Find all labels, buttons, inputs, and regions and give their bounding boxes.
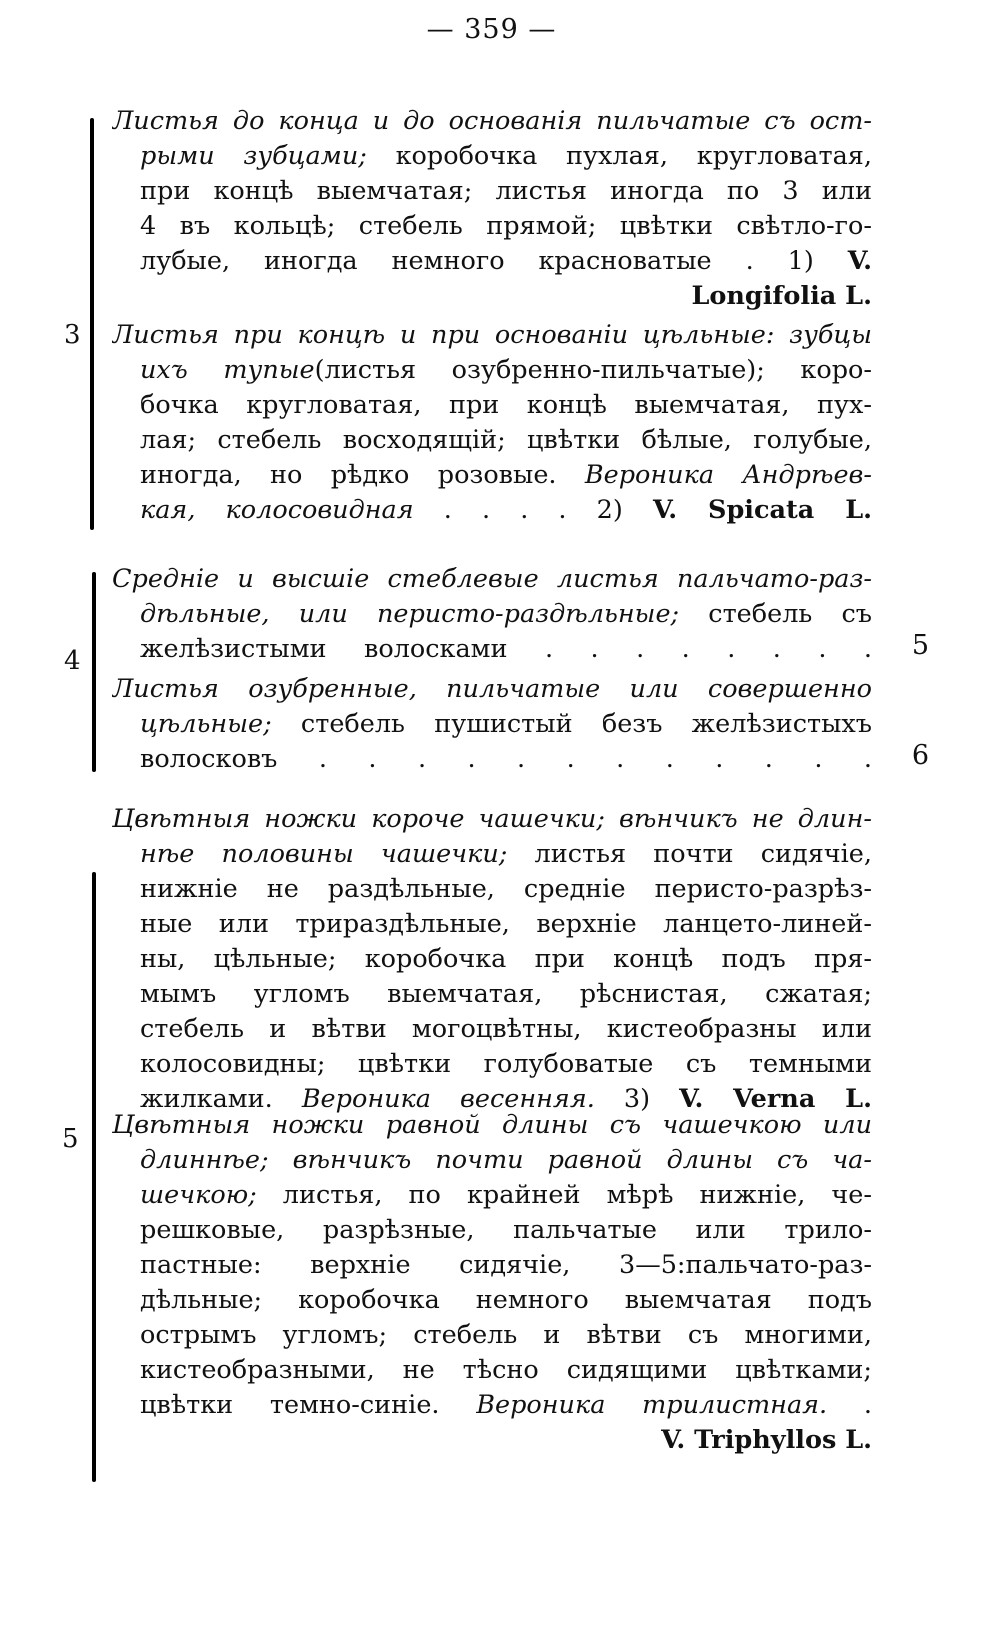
italic-text: Цвѣтныя ножки равной длины съ чашечкою или bbox=[112, 1110, 872, 1140]
italic-text: Вероника Андрѣев- bbox=[584, 460, 872, 490]
italic-text: кая, колосовидная bbox=[140, 495, 414, 525]
entry-line bbox=[140, 1388, 872, 1423]
italic-text: нѣе половины чашечки; bbox=[140, 839, 508, 869]
line-text: 3) bbox=[594, 1084, 680, 1114]
italic-text: Листья до конца и до основанія пильчатые съ ост- bbox=[112, 106, 872, 136]
italic-text: шечкою; bbox=[140, 1180, 257, 1210]
brace-couplet-3 bbox=[90, 118, 94, 530]
couplet-number: 3 bbox=[64, 320, 81, 350]
key-entry bbox=[112, 672, 872, 777]
italic-text: длиннѣе; вѣнчикъ почти равной длины съ ча- bbox=[140, 1145, 872, 1175]
line-text: дѣльные; коробочка немного выемчатая подъ bbox=[140, 1285, 872, 1315]
line-text: бочка кругловатая, при концѣ выемчатая, пух- bbox=[140, 390, 872, 420]
entry-line bbox=[140, 1353, 872, 1388]
line-text: стебель и вѣтви могоцвѣтны, кистеобразны или bbox=[140, 1014, 872, 1044]
entry-line bbox=[140, 597, 872, 632]
line-text: нижніе не раздѣльные, средніе перисто-разрѣз- bbox=[140, 874, 872, 904]
line-text: стебель пушистый безъ желѣзистыхъ bbox=[271, 709, 872, 739]
line-text: . bbox=[827, 1390, 872, 1420]
entry-line bbox=[112, 1423, 872, 1458]
entry-line bbox=[140, 458, 872, 493]
entry-line bbox=[140, 1318, 872, 1353]
line-text: иногда, но рѣдко розовые. bbox=[140, 460, 585, 490]
entry-line bbox=[140, 1012, 872, 1047]
species-name: V. Spicata L. bbox=[652, 495, 872, 525]
line-text: листья почти сидячіе, bbox=[507, 839, 872, 869]
key-entry bbox=[112, 318, 872, 528]
page-number: — 359 — bbox=[426, 14, 557, 45]
italic-text: Цвѣтныя ножки короче чашечки; вѣнчикъ не длин- bbox=[112, 804, 872, 834]
entry-line bbox=[140, 742, 872, 777]
line-text: мымъ угломъ выемчатая, рѣснистая, сжатая; bbox=[140, 979, 872, 1009]
line-text: листья, по крайней мѣрѣ нижніе, че- bbox=[256, 1180, 872, 1210]
couplet-number: 5 bbox=[62, 1124, 79, 1154]
entry-line bbox=[140, 1248, 872, 1283]
line-text: лубые, иногда немного красноватые . 1) bbox=[140, 246, 848, 276]
entry-line bbox=[140, 977, 872, 1012]
lead-reference: 6 bbox=[911, 740, 929, 771]
entry-line bbox=[140, 244, 872, 279]
couplet-number: 4 bbox=[64, 646, 81, 676]
entry-line bbox=[112, 279, 872, 314]
entry-line bbox=[140, 388, 872, 423]
line-text: при концѣ выемчатая; листья иногда по 3 или bbox=[140, 176, 872, 206]
brace-couplet-5 bbox=[92, 872, 96, 1482]
italic-text: дѣльные, или перисто-раздѣльные; bbox=[140, 599, 680, 629]
line-text: кистеобразными, не тѣсно сидящими цвѣтками; bbox=[140, 1355, 872, 1385]
italic-text: Средніе и высшіе стеблевые листья пальчато-раз- bbox=[112, 564, 872, 594]
species-name: V. Verna L. bbox=[679, 1084, 872, 1114]
species-name: V. Triphyllos L. bbox=[661, 1425, 872, 1455]
italic-text: рыми зубцами; bbox=[140, 141, 367, 171]
line-text: 4 въ кольцѣ; стебель прямой; цвѣтки свѣтло-го- bbox=[140, 211, 872, 241]
entry-line bbox=[140, 1213, 872, 1248]
line-text: стебель съ bbox=[679, 599, 872, 629]
italic-text: Листья озубренные, пильчатые или совершенно bbox=[112, 674, 872, 704]
line-text: . . . . 2) bbox=[413, 495, 653, 525]
italic-text: Листья при концѣ и при основаніи цѣльные: зубцы bbox=[112, 320, 872, 350]
entry-line bbox=[140, 1143, 872, 1178]
line-text: жилками. bbox=[140, 1084, 302, 1114]
line-text: цвѣтки темно-синіе. bbox=[140, 1390, 477, 1420]
key-entry bbox=[112, 562, 872, 667]
entry-line bbox=[140, 1178, 872, 1213]
species-name: Longifolia L. bbox=[691, 281, 872, 311]
line-text: колосовидны; цвѣтки голубоватые съ темными bbox=[140, 1049, 872, 1079]
entry-line bbox=[140, 942, 872, 977]
line-text: решковые, разрѣзные, пальчатые или трило- bbox=[140, 1215, 872, 1245]
italic-text: ихъ тупые bbox=[140, 355, 315, 385]
key-entry bbox=[112, 802, 872, 1117]
entry-line bbox=[140, 209, 872, 244]
line-text: ные или трираздѣльные, верхніе ланцето-линей- bbox=[140, 909, 872, 939]
entry-line bbox=[112, 104, 872, 139]
key-entry bbox=[112, 104, 872, 314]
entry-line bbox=[140, 632, 872, 667]
entry-line bbox=[140, 1283, 872, 1318]
line-text: волосковъ . . . . . . . . . . . . bbox=[140, 744, 872, 774]
brace-couplet-4 bbox=[92, 572, 96, 772]
line-text: пастные: верхніе сидячіе, 3—5:пальчато-раз- bbox=[140, 1250, 872, 1280]
key-entry bbox=[112, 1108, 872, 1458]
entry-line bbox=[140, 837, 872, 872]
italic-text: Вероника трилистная. bbox=[476, 1390, 828, 1420]
line-text: коробочка пухлая, кругловатая, bbox=[366, 141, 872, 171]
entry-line bbox=[112, 562, 872, 597]
line-text: (листья озубренно-пильчатые); коро- bbox=[314, 355, 872, 385]
entry-line bbox=[140, 139, 872, 174]
line-text: желѣзистыми волосками . . . . . . . . bbox=[140, 634, 872, 664]
entry-line bbox=[140, 872, 872, 907]
entry-line bbox=[140, 353, 872, 388]
species-name: V. bbox=[847, 246, 872, 276]
lead-reference: 5 bbox=[911, 630, 929, 661]
entry-line bbox=[112, 1108, 872, 1143]
entry-line bbox=[140, 907, 872, 942]
line-text: острымъ угломъ; стебель и вѣтви съ многими, bbox=[140, 1320, 872, 1350]
line-text: лая; стебель восходящій; цвѣтки бѣлые, голубые, bbox=[140, 425, 872, 455]
entry-line bbox=[140, 423, 872, 458]
entry-line bbox=[140, 707, 872, 742]
line-text: ны, цѣльные; коробочка при концѣ подъ пря- bbox=[140, 944, 872, 974]
entry-line bbox=[140, 1047, 872, 1082]
entry-line bbox=[140, 493, 872, 528]
italic-text: Вероника весенняя. bbox=[301, 1084, 595, 1114]
entry-line bbox=[112, 802, 872, 837]
entry-line bbox=[140, 174, 872, 209]
entry-line bbox=[112, 672, 872, 707]
entry-line bbox=[112, 318, 872, 353]
italic-text: цѣльные; bbox=[140, 709, 272, 739]
